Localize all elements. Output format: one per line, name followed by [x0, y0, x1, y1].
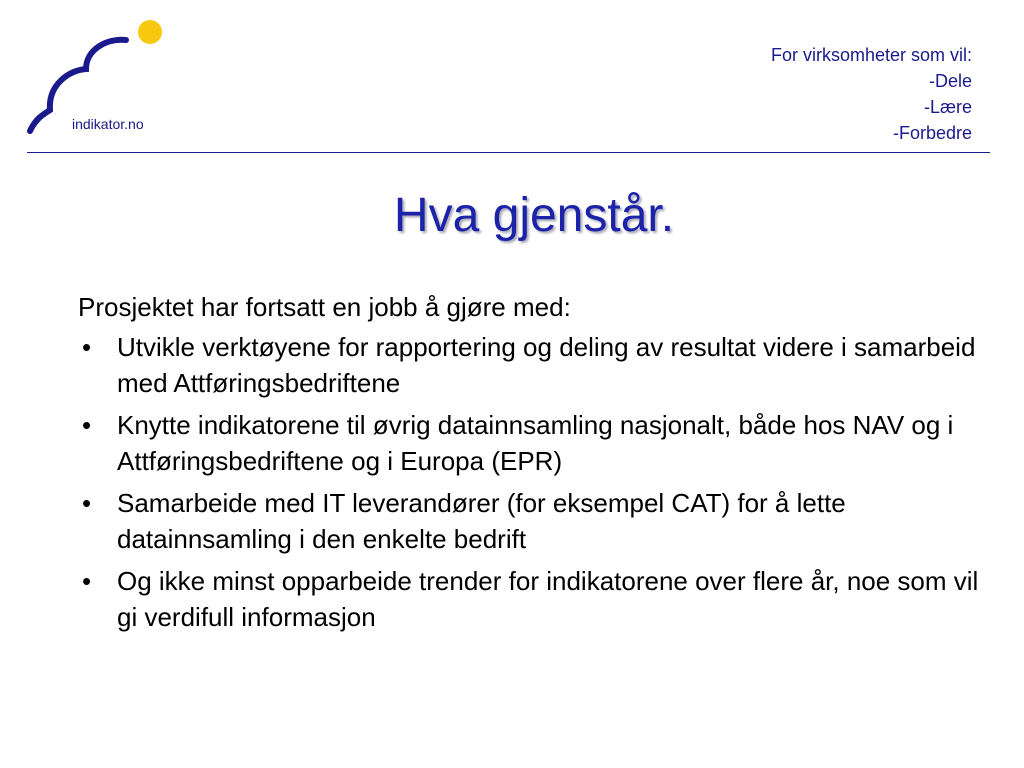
bullet-item — [78, 407, 988, 479]
tagline-line: -Dele — [928, 71, 972, 91]
tagline-line: -Lære — [923, 97, 972, 117]
bullet-text: Samarbeide med IT leverandører (for eksempel CAT) for å lette datainnsamling i den enkelte bedrift — [117, 488, 846, 554]
tagline-line: -Forbedre — [892, 123, 972, 143]
slide-title: Hva gjenstår. — [393, 189, 675, 242]
logo-text: indikator.no — [72, 116, 144, 132]
header-divider — [27, 152, 990, 153]
bullet-icon: • — [82, 566, 92, 596]
bullet-icon: • — [82, 410, 92, 440]
bullet-text: Og ikke minst opparbeide trender for indikatorene over flere år, noe som vil gi verdifull informasjon — [117, 566, 979, 632]
bullet-item — [78, 485, 988, 557]
bullet-icon: • — [82, 488, 92, 518]
bullet-text: Utvikle verktøyene for rapportering og deling av resultat videre i samarbeid med Attføringsbedriftene — [117, 332, 976, 398]
sun-icon — [138, 20, 162, 44]
bullet-list — [78, 329, 988, 635]
tagline — [771, 42, 972, 146]
tagline-line: For virksomheter som vil: — [770, 45, 972, 65]
bullet-item — [78, 563, 988, 635]
bullet-icon: • — [82, 332, 92, 362]
intro-text: Prosjektet har fortsatt en jobb å gjøre med: — [78, 292, 571, 322]
slide-body — [78, 289, 988, 641]
bullet-item — [78, 329, 988, 401]
bullet-text: Knytte indikatorene til øvrig datainnsamling nasjonalt, både hos NAV og i Attføringsbedriftene og i Europa (EPR) — [117, 410, 954, 476]
